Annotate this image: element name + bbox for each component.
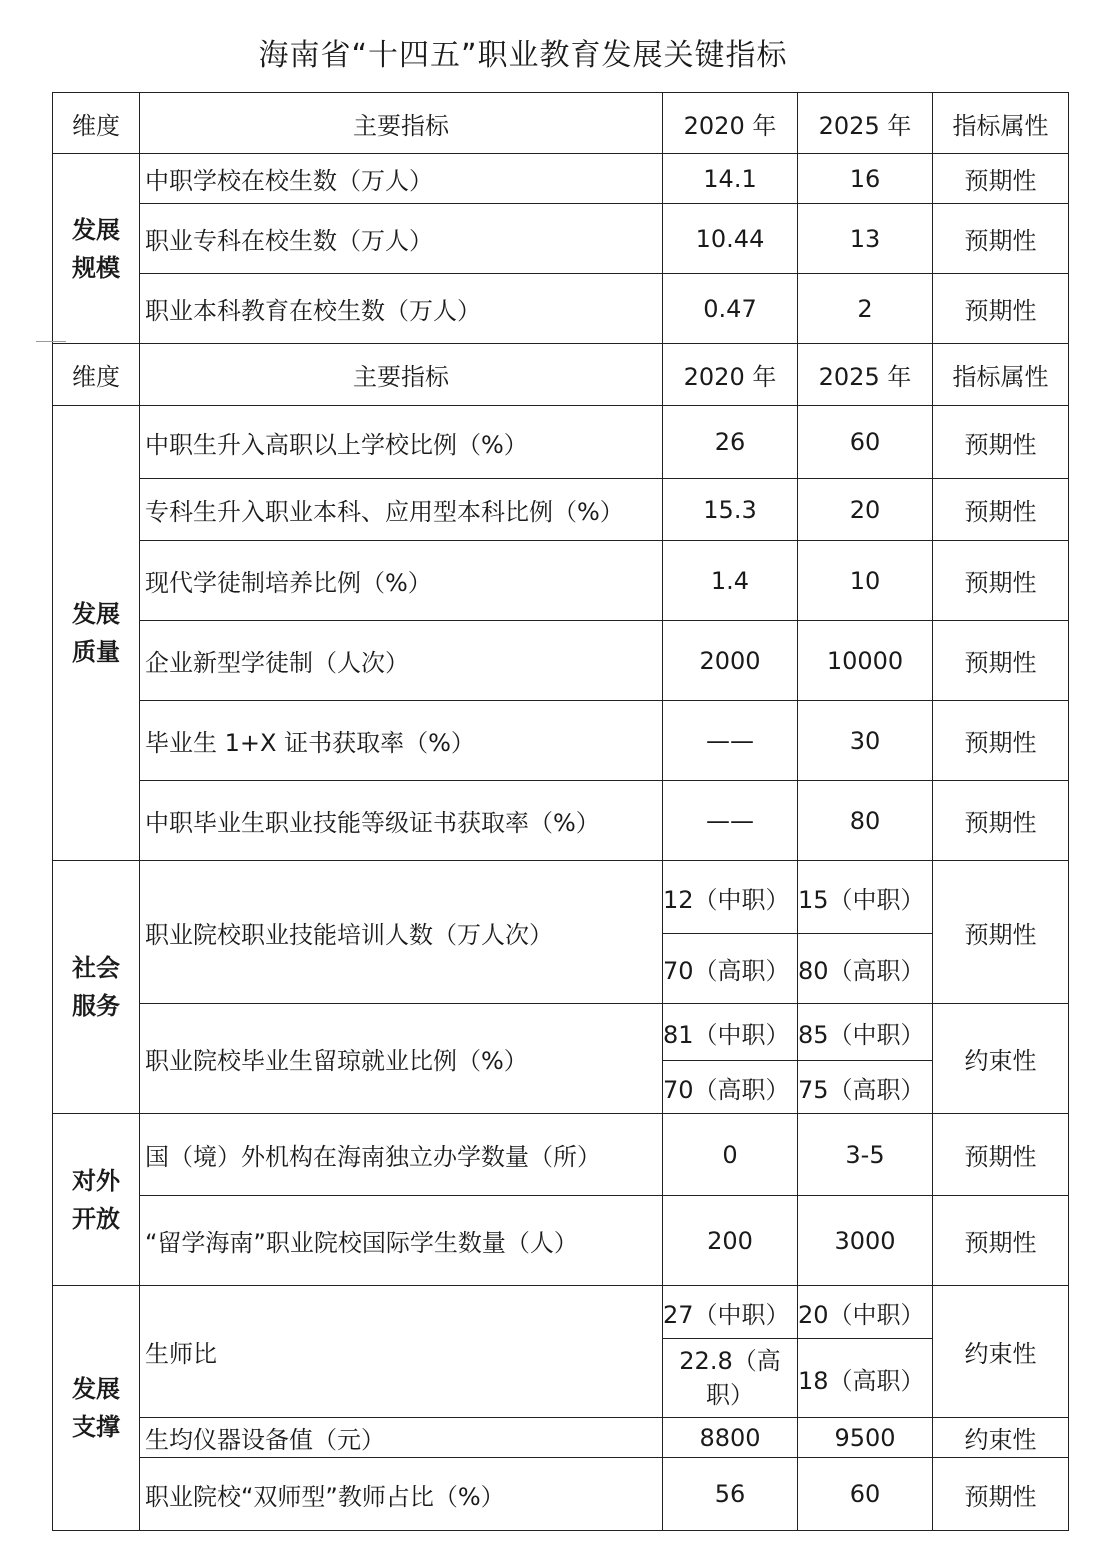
indicator-name: “留学海南”职业院校国际学生数量（人） — [140, 1196, 663, 1286]
indicator-name: 毕业生 1+X 证书获取率（%） — [140, 701, 663, 781]
indicator-attribute: 约束性 — [933, 1418, 1069, 1458]
table-row — [53, 1286, 1069, 1339]
value-2025: 9500 — [798, 1418, 933, 1458]
header-row — [53, 93, 1069, 154]
table-row — [53, 1114, 1069, 1196]
value-2020-higher-text: 22.8（高职） — [679, 1347, 781, 1409]
indicator-attribute: 预期性 — [933, 621, 1069, 701]
value-2020: 8800 — [663, 1418, 798, 1458]
indicator-name: 生均仪器设备值（元） — [140, 1418, 663, 1458]
indicator-table-scale — [52, 92, 1069, 344]
dimension-quality — [53, 406, 140, 861]
indicator-name: 生师比 — [140, 1286, 663, 1418]
dimension-service — [53, 861, 140, 1114]
header-2025: 2025 年 — [798, 344, 933, 406]
table-row — [53, 1418, 1069, 1458]
indicator-attribute: 预期性 — [933, 479, 1069, 541]
value-2025: 80 — [798, 781, 933, 861]
indicator-name: 中职生升入高职以上学校比例（%） — [140, 406, 663, 479]
value-2020: 56 — [663, 1458, 798, 1531]
value-2025: 3000 — [798, 1196, 933, 1286]
indicator-attribute: 预期性 — [933, 701, 1069, 781]
table-row — [53, 406, 1069, 479]
indicator-attribute: 预期性 — [933, 861, 1069, 1004]
value-2025: 3-5 — [798, 1114, 933, 1196]
indicator-attribute: 预期性 — [933, 781, 1069, 861]
indicator-attribute: 预期性 — [933, 1114, 1069, 1196]
indicator-name: 国（境）外机构在海南独立办学数量（所） — [140, 1114, 663, 1196]
value-2020: 0 — [663, 1114, 798, 1196]
table-row — [53, 861, 1069, 934]
dimension-support — [53, 1286, 140, 1531]
header-dimension: 维度 — [53, 344, 140, 406]
table-row — [53, 274, 1069, 344]
table-row — [53, 621, 1069, 701]
value-2025-secondary: 20（中职） — [798, 1286, 933, 1339]
table-row — [53, 479, 1069, 541]
value-2020-higher: 70（高职） — [663, 934, 798, 1004]
dimension-label: 对外开放 — [72, 1166, 120, 1233]
header-attribute: 指标属性 — [933, 93, 1069, 154]
value-2020: 26 — [663, 406, 798, 479]
value-2025-higher: 80（高职） — [798, 934, 933, 1004]
header-attribute: 指标属性 — [933, 344, 1069, 406]
value-2020: 2000 — [663, 621, 798, 701]
table-row — [53, 701, 1069, 781]
table-row — [53, 1458, 1069, 1531]
header-indicator: 主要指标 — [140, 344, 663, 406]
header-2020: 2020 年 — [663, 344, 798, 406]
indicator-attribute: 预期性 — [933, 204, 1069, 274]
table-row — [53, 1004, 1069, 1061]
value-2025: 13 — [798, 204, 933, 274]
indicator-attribute: 预期性 — [933, 541, 1069, 621]
indicator-name: 职业院校职业技能培训人数（万人次） — [140, 861, 663, 1004]
header-indicator: 主要指标 — [140, 93, 663, 154]
indicator-name: 现代学徒制培养比例（%） — [140, 541, 663, 621]
value-2020: 0.47 — [663, 274, 798, 344]
value-2025-higher: 75（高职） — [798, 1061, 933, 1114]
indicator-name: 专科生升入职业本科、应用型本科比例（%） — [140, 479, 663, 541]
table-row — [53, 1196, 1069, 1286]
value-2020-higher: 70（高职） — [663, 1061, 798, 1114]
value-2025-secondary: 85（中职） — [798, 1004, 933, 1061]
indicator-attribute: 预期性 — [933, 406, 1069, 479]
value-2020: 15.3 — [663, 479, 798, 541]
value-2020-secondary: 12（中职） — [663, 861, 798, 934]
indicator-name: 中职学校在校生数（万人） — [140, 154, 663, 204]
value-2020-higher — [663, 1339, 798, 1418]
value-2025-secondary: 15（中职） — [798, 861, 933, 934]
table-row — [53, 204, 1069, 274]
value-2025: 2 — [798, 274, 933, 344]
dimension-scale — [53, 154, 140, 344]
indicator-attribute: 预期性 — [933, 1458, 1069, 1531]
table-row — [53, 154, 1069, 204]
value-2025: 10 — [798, 541, 933, 621]
indicator-attribute: 预期性 — [933, 154, 1069, 204]
indicator-attribute: 约束性 — [933, 1004, 1069, 1114]
dimension-label: 发展支撑 — [72, 1375, 120, 1441]
indicator-attribute: 预期性 — [933, 274, 1069, 344]
value-2025: 60 — [798, 406, 933, 479]
indicator-table-main — [52, 343, 1069, 1531]
value-2020: —— — [663, 781, 798, 861]
header-dimension: 维度 — [53, 93, 140, 154]
page-title: 海南省“十四五”职业教育发展关键指标 — [258, 38, 788, 73]
indicator-attribute: 预期性 — [933, 1196, 1069, 1286]
indicator-attribute: 约束性 — [933, 1286, 1069, 1418]
value-2025: 16 — [798, 154, 933, 204]
value-2020-secondary: 27（中职） — [663, 1286, 798, 1339]
header-row — [53, 344, 1069, 406]
value-2020: —— — [663, 701, 798, 781]
value-2025: 10000 — [798, 621, 933, 701]
table-row — [53, 541, 1069, 621]
indicator-name: 职业专科在校生数（万人） — [140, 204, 663, 274]
header-2020: 2020 年 — [663, 93, 798, 154]
header-2025: 2025 年 — [798, 93, 933, 154]
value-2020: 1.4 — [663, 541, 798, 621]
value-2020: 10.44 — [663, 204, 798, 274]
indicator-name: 职业院校“双师型”教师占比（%） — [140, 1458, 663, 1531]
value-2020: 200 — [663, 1196, 798, 1286]
table-row — [53, 781, 1069, 861]
indicator-name: 职业院校毕业生留琼就业比例（%） — [140, 1004, 663, 1114]
value-2025: 60 — [798, 1458, 933, 1531]
value-2025: 20 — [798, 479, 933, 541]
indicator-name: 企业新型学徒制（人次） — [140, 621, 663, 701]
value-2020: 14.1 — [663, 154, 798, 204]
dimension-label: 发展质量 — [72, 600, 120, 666]
value-2025-higher: 18（高职） — [798, 1339, 933, 1418]
value-2025: 30 — [798, 701, 933, 781]
dimension-label: 社会服务 — [72, 954, 120, 1020]
indicator-name: 中职毕业生职业技能等级证书获取率（%） — [140, 781, 663, 861]
value-2020-secondary: 81（中职） — [663, 1004, 798, 1061]
page-break-mark — [36, 341, 66, 342]
dimension-label: 发展规模 — [72, 215, 120, 282]
dimension-open — [53, 1114, 140, 1286]
indicator-name: 职业本科教育在校生数（万人） — [140, 274, 663, 344]
